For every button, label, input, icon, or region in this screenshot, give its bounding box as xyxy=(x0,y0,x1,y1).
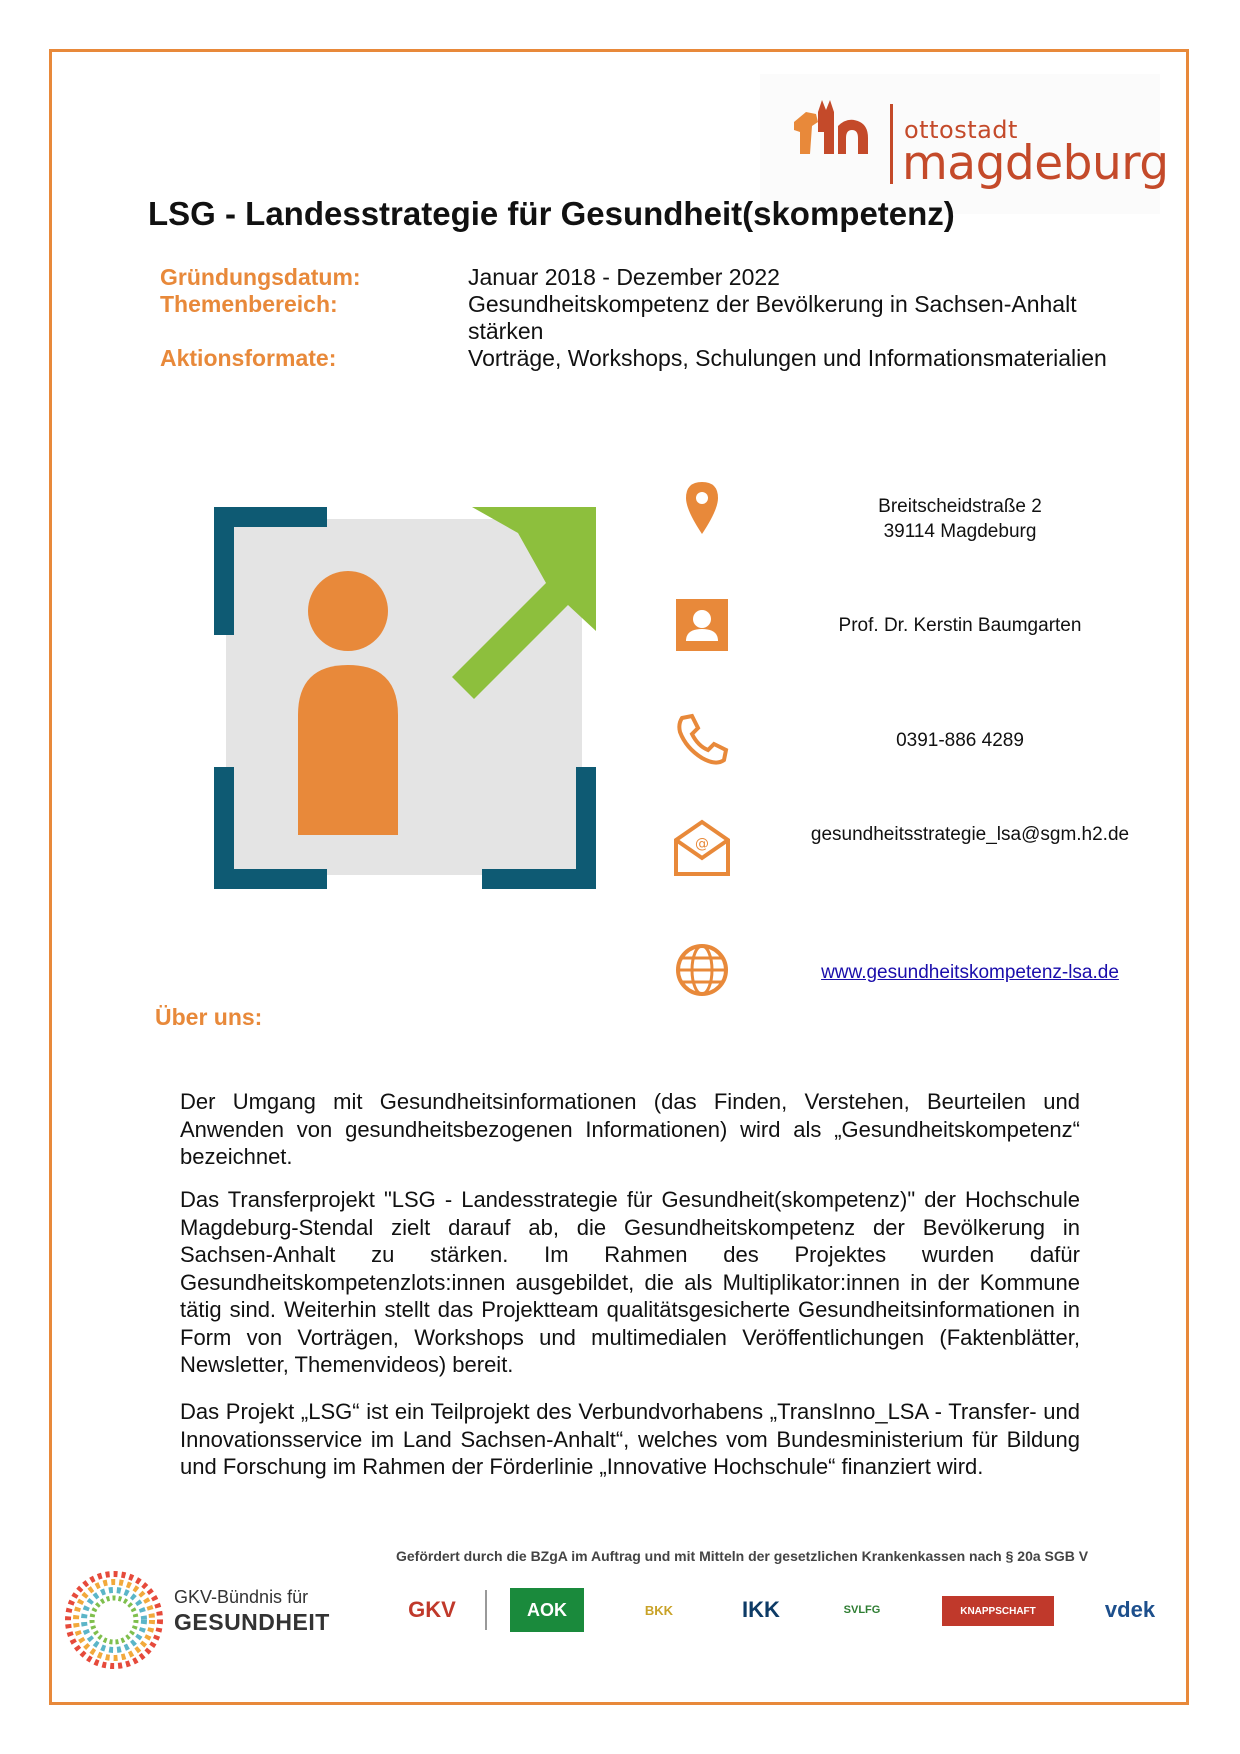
gkv-label-line2: GESUNDHEIT xyxy=(174,1609,330,1635)
address-street: Breitscheidstraße 2 xyxy=(878,496,1042,517)
partner-logo-knappschaft: KNAPPSCHAFT xyxy=(942,1596,1054,1626)
about-heading: Über uns: xyxy=(155,1004,263,1030)
founding-value: Januar 2018 - Dezember 2022 xyxy=(468,264,780,290)
formats-value: Vorträge, Workshops, Schulungen und Informationsmaterialien xyxy=(468,345,1107,371)
address xyxy=(800,496,1120,543)
partner-logo-gkv: GKV xyxy=(408,1597,456,1622)
address-city: 39114 Magdeburg xyxy=(883,521,1037,542)
funding-note: Gefördert durch die BZgA im Auftrag und mit Mitteln der gesetzlichen Krankenkassen nach § 20a SGB V xyxy=(396,1548,1089,1564)
phone-number: 0391-886 4289 xyxy=(896,730,1024,751)
page-title: LSG - Landesstrategie für Gesundheit(skompetenz) xyxy=(148,195,955,232)
globe-icon xyxy=(672,940,732,1000)
formats-label: Aktionsformate: xyxy=(160,345,337,371)
partner-logo-aok: AOK xyxy=(510,1588,584,1632)
partner-logo-svlfg: SVLFG xyxy=(843,1604,881,1616)
gkv-label-line1: GKV-Bündnis für xyxy=(174,1587,309,1607)
partner-logo-bkk: BKK xyxy=(644,1602,674,1618)
about-paragraph-3: Das Projekt „LSG“ ist ein Teilprojekt des Verbundvorhabens „TransInno_LSA - Transfer- und Innovationsservice im Land Sachsen-Anhalt“, welches vom Bundesministerium für Bildung und Forschung im Rahmen der Förderlinie „Innovative Hochschule“ finanziert wird. xyxy=(180,1399,1080,1479)
magdeburg-horse-logo-icon xyxy=(788,92,884,182)
location-pin-icon xyxy=(672,478,732,538)
about-paragraph-1: Der Umgang mit Gesundheitsinformationen (das Finden, Verstehen, Beurteilen und Anwenden von gesundheitsbezogenen Informationen) wird als „Gesundheitskompetenz“ bezeichnet. xyxy=(180,1089,1080,1169)
svg-text:@: @ xyxy=(695,836,709,852)
phone-icon xyxy=(672,710,732,770)
partner-logo-ikk: IKK xyxy=(742,1597,780,1622)
email-address: gesundheitsstrategie_lsa@sgm.h2.de xyxy=(810,824,1130,845)
website-link[interactable]: www.gesundheitskompetenz-lsa.de xyxy=(821,962,1119,983)
gkv-dots-logo-icon xyxy=(62,1568,166,1672)
email-icon xyxy=(672,818,732,878)
contact-person: Prof. Dr. Kerstin Baumgarten xyxy=(838,615,1082,636)
logo-divider xyxy=(890,104,893,184)
logo-subtitle: ottostadt xyxy=(904,116,1018,144)
founding-label: Gründungsdatum: xyxy=(160,264,361,290)
topic-value: Gesundheitskompetenz der Bevölkerung in Sachsen-Anhalt stärken xyxy=(468,291,1077,344)
topic-label: Themenbereich: xyxy=(160,291,338,317)
about-paragraph-2: Das Transferprojekt "LSG - Landesstrategie für Gesundheit(skompetenz)" der Hochschule Magdeburg-Stendal zielt darauf ab, die Gesundheitskompetenz der Bevölkerung in Sachsen-Anhalt zu stärken. Im Rahmen des Projektes wurden dafür Gesundheitskompetenzlots:innen ausgebildet, die als Multiplikator:innen in der Kommune tätig sind. Weiterhin stellt das Projektteam qualitätsgesicherte Gesundheitsinformationen in Form von Vorträgen, Workshops und multimedialen Veröffentlichungen (Faktenblätter, Newsletter, Themenvideos) bereit. xyxy=(180,1187,1080,1377)
magdeburg-logo xyxy=(760,74,1169,214)
contact-person-icon xyxy=(672,595,732,655)
logo-title: magdeburg xyxy=(902,136,1169,191)
partner-logo-vdek: vdek xyxy=(1104,1597,1156,1622)
person-growth-illustration xyxy=(212,505,598,891)
partner-divider xyxy=(485,1590,487,1630)
